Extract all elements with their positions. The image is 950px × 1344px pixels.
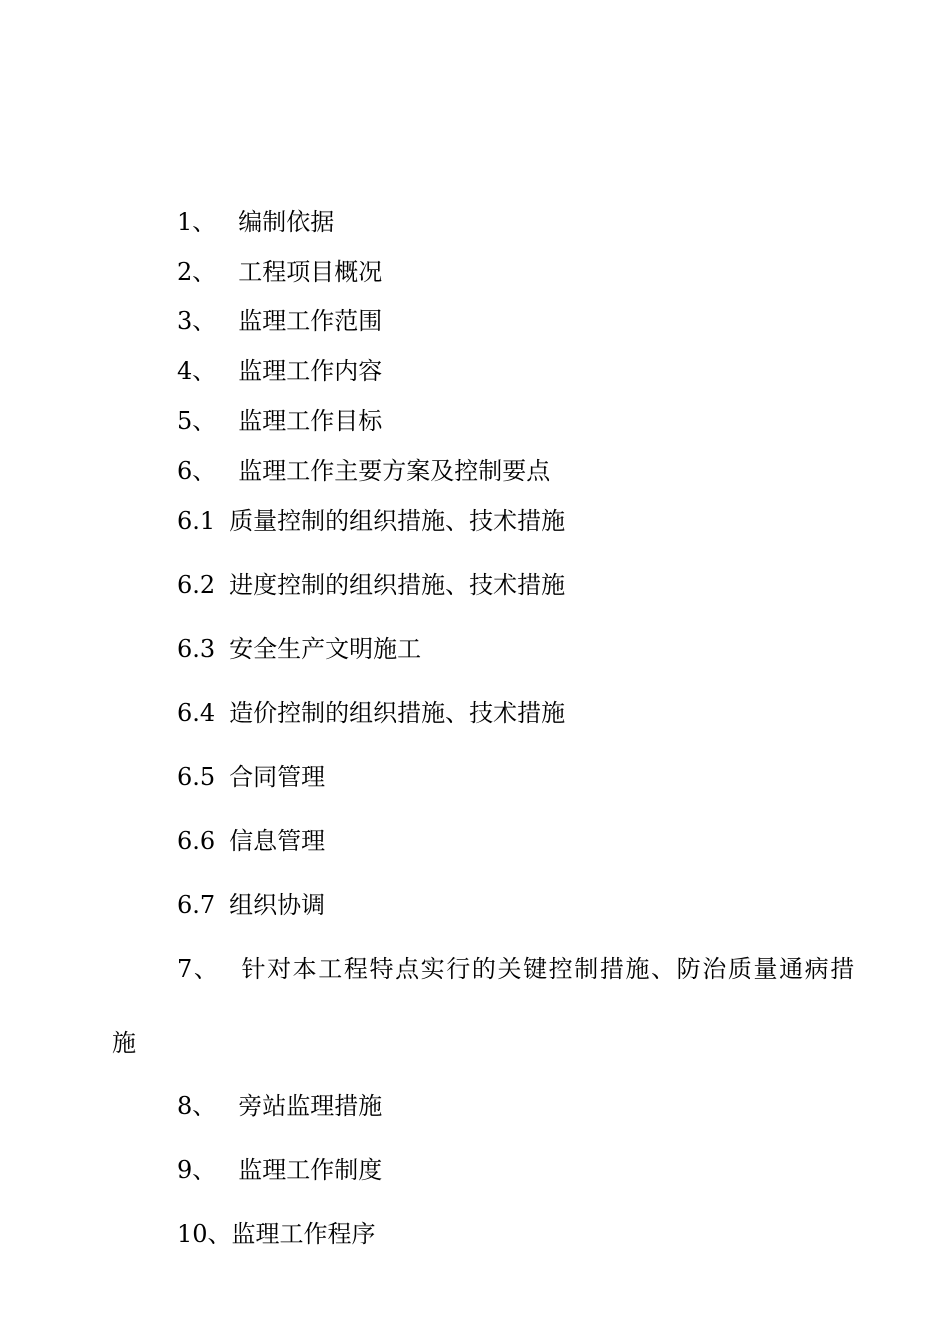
toc-item-number: 8、 — [177, 1092, 217, 1120]
toc-item-title: 监理工作程序 — [231, 1220, 376, 1248]
toc-item-number: 3、 — [177, 307, 217, 335]
toc-item-3 — [177, 306, 382, 336]
toc-item-number: 6.7 — [177, 891, 216, 919]
toc-item-number: 10、 — [177, 1220, 232, 1248]
toc-item-6-4 — [177, 698, 565, 728]
toc-item-number: 6.2 — [177, 571, 216, 599]
toc-item-9 — [177, 1155, 382, 1185]
toc-item-title: 合同管理 — [229, 763, 326, 791]
toc-item-6-5 — [177, 762, 325, 792]
toc-item-6 — [177, 456, 550, 486]
toc-item-title: 针对本工程特点实行的关键控制措施、防治质量通病措 — [241, 955, 856, 983]
toc-item-number: 6、 — [177, 457, 217, 485]
toc-item-number: 6.4 — [177, 699, 216, 727]
toc-item-title: 监理工作主要方案及控制要点 — [238, 457, 551, 485]
toc-item-number: 1、 — [177, 208, 217, 236]
toc-item-title: 监理工作目标 — [238, 407, 383, 435]
toc-item-title: 监理工作制度 — [238, 1156, 383, 1184]
toc-item-7-continuation: 施 — [112, 1029, 136, 1057]
toc-item-6-6 — [177, 826, 325, 856]
toc-item-title: 组织协调 — [229, 891, 326, 919]
toc-item-6-3 — [177, 634, 421, 664]
toc-item-number: 6.1 — [177, 507, 216, 535]
toc-item-6-2 — [177, 570, 565, 600]
toc-item-number: 6.3 — [177, 635, 216, 663]
toc-item-6-1 — [177, 506, 565, 536]
toc-item-4 — [177, 356, 382, 386]
toc-item-number: 4、 — [177, 357, 217, 385]
toc-item-title: 工程项目概况 — [238, 258, 383, 286]
toc-item-7 — [177, 954, 856, 984]
toc-item-6-7 — [177, 890, 325, 920]
toc-item-number: 6.5 — [177, 763, 216, 791]
toc-item-number: 9、 — [177, 1156, 217, 1184]
toc-item-number: 6.6 — [177, 827, 216, 855]
toc-item-title: 编制依据 — [238, 208, 335, 236]
toc-item-number: 7、 — [177, 955, 220, 983]
toc-item-title: 进度控制的组织措施、技术措施 — [229, 571, 566, 599]
toc-item-title: 旁站监理措施 — [238, 1092, 383, 1120]
toc-item-1 — [177, 207, 334, 237]
toc-item-title: 信息管理 — [229, 827, 326, 855]
toc-item-title: 造价控制的组织措施、技术措施 — [229, 699, 566, 727]
toc-item-title: 监理工作内容 — [238, 357, 383, 385]
toc-item-5 — [177, 406, 382, 436]
toc-item-title: 安全生产文明施工 — [229, 635, 422, 663]
toc-item-2 — [177, 257, 382, 287]
toc-item-number: 5、 — [177, 407, 217, 435]
toc-item-title: 质量控制的组织措施、技术措施 — [229, 507, 566, 535]
toc-item-10 — [177, 1219, 376, 1249]
toc-item-title: 监理工作范围 — [238, 307, 383, 335]
toc-item-8 — [177, 1091, 382, 1121]
toc-item-number: 2、 — [177, 258, 217, 286]
